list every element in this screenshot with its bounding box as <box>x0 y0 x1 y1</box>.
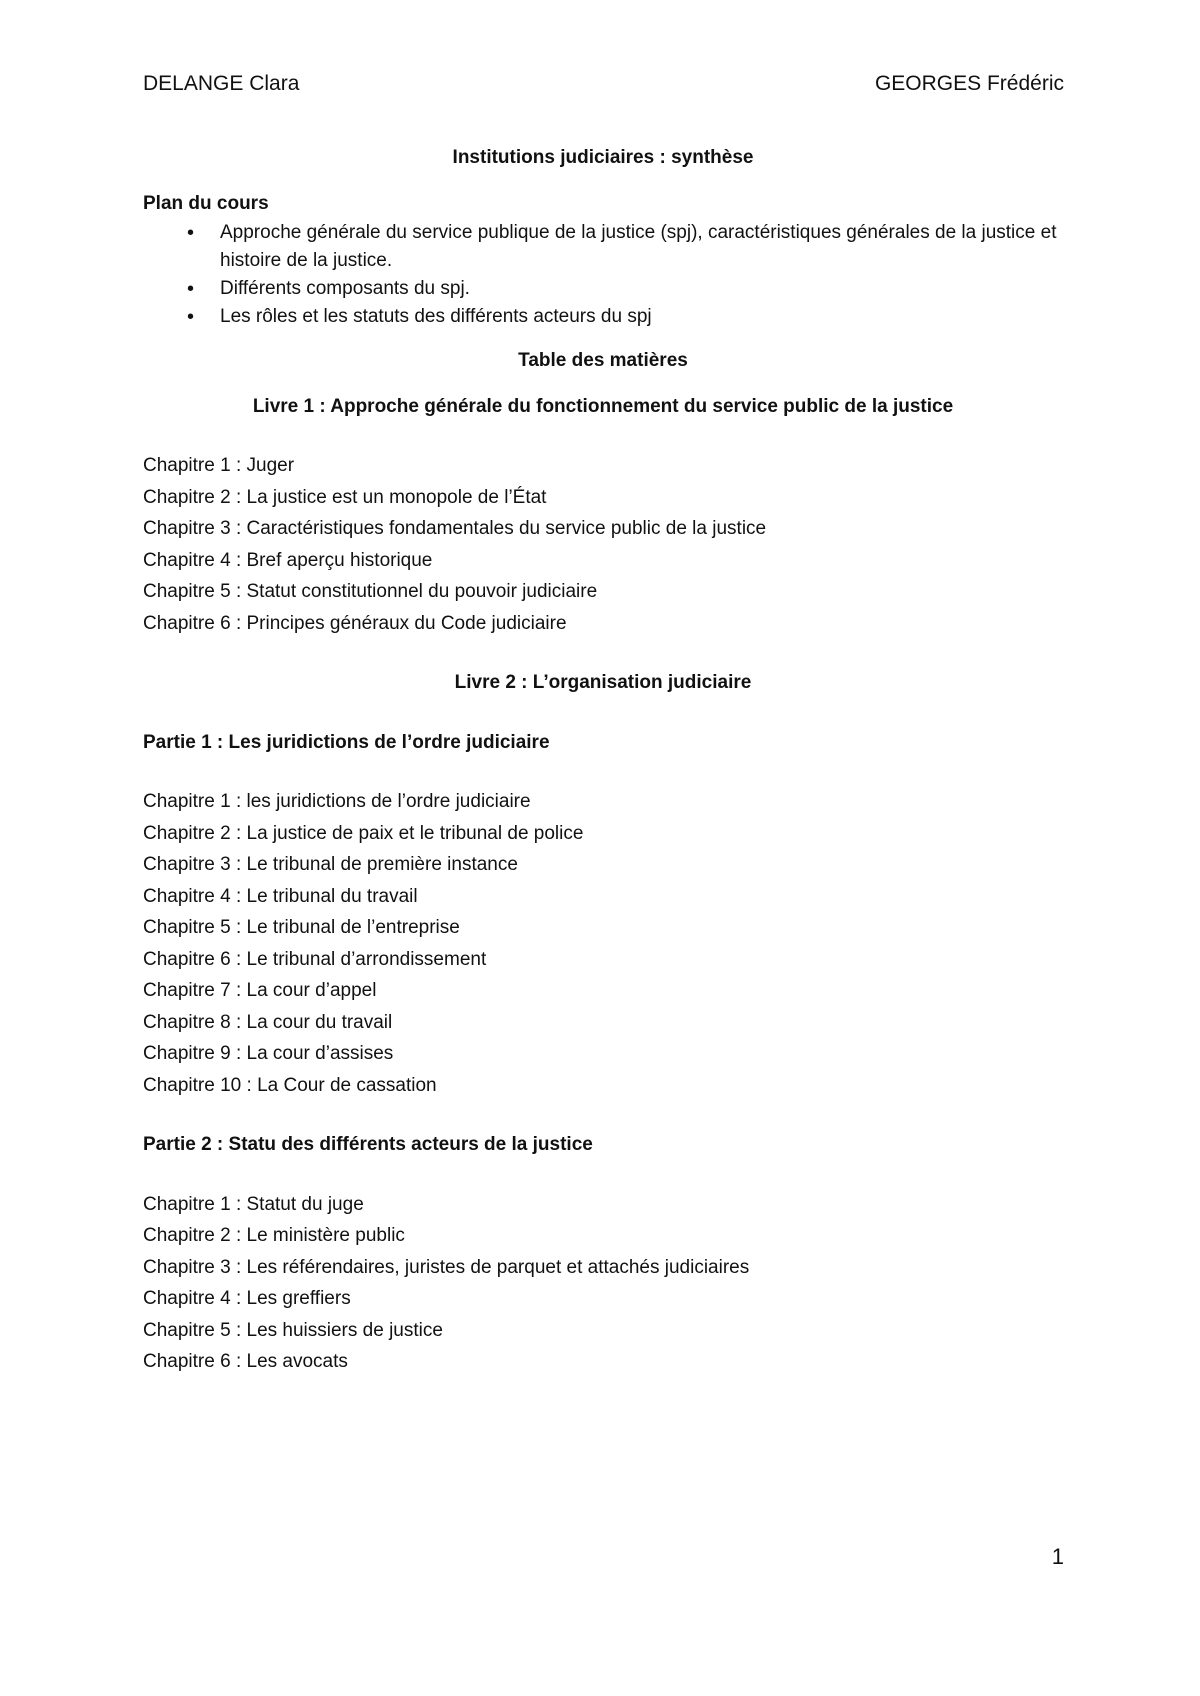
chapter-item: Chapitre 6 : Le tribunal d’arrondissement <box>143 948 487 970</box>
chapter-item: Chapitre 4 : Les greffiers <box>143 1288 351 1309</box>
plan-item: • Approche générale du service publique de la justice (spj), caractéristiques générales de la justice et histoire de la justice. <box>143 219 1063 275</box>
document-title: Institutions judiciaires : synthèse <box>452 147 754 168</box>
page-content <box>143 142 1063 1378</box>
header-author-left: DELANGE Clara <box>143 72 300 95</box>
page-header <box>143 72 1064 96</box>
chapter-item: Chapitre 8 : La cour du travail <box>143 1011 393 1033</box>
page-number: 1 <box>1051 1544 1064 1569</box>
chapter-item: Chapitre 7 : La cour d’appel <box>143 980 377 1001</box>
chapter-item: Chapitre 3 : Les référendaires, juristes de parquet et attachés judiciaires <box>143 1256 750 1278</box>
chapter-item: Chapitre 2 : Le ministère public <box>143 1225 405 1246</box>
chapter-item: Chapitre 4 : Le tribunal du travail <box>143 885 418 907</box>
header-author-right: GEORGES Frédéric <box>874 72 1064 95</box>
livre1-title: Livre 1 : Approche générale du fonctionnement du service public de la justice <box>252 395 954 417</box>
plan-list <box>143 219 1063 331</box>
chapter-item: Chapitre 2 : La justice de paix et le tribunal de police <box>143 822 584 844</box>
chapter-item: Chapitre 6 : Les avocats <box>143 1351 348 1372</box>
chapter-item: Chapitre 3 : Caractéristiques fondamentales du service public de la justice <box>143 518 767 539</box>
chapter-item: Chapitre 5 : Les huissiers de justice <box>143 1319 443 1341</box>
chapter-item: Chapitre 4 : Bref aperçu historique <box>143 549 433 571</box>
chapter-item: Chapitre 9 : La cour d’assises <box>143 1043 394 1064</box>
chapter-item: Chapitre 1 : les juridictions de l’ordre judiciaire <box>143 791 531 812</box>
partie1-title: Partie 1 : Les juridictions de l’ordre judiciaire <box>143 731 550 753</box>
chapter-item: Chapitre 2 : La justice est un monopole de l’État <box>143 486 547 508</box>
chapter-item: Chapitre 6 : Principes généraux du Code judiciaire <box>143 612 567 634</box>
plan-item: • Différents composants du spj. <box>143 275 1063 303</box>
livre2-title: Livre 2 : L’organisation judiciaire <box>454 672 752 693</box>
chapter-item: Chapitre 10 : La Cour de cassation <box>143 1074 437 1096</box>
chapter-item: Chapitre 5 : Statut constitutionnel du pouvoir judiciaire <box>143 581 598 602</box>
chapter-item: Chapitre 3 : Le tribunal de première instance <box>143 854 518 875</box>
partie2-chapter-list <box>143 1189 1063 1378</box>
plan-heading: Plan du cours <box>143 192 269 214</box>
livre1-chapter-list <box>143 450 1063 639</box>
chapter-item: Chapitre 1 : Juger <box>143 455 295 476</box>
chapter-item: Chapitre 5 : Le tribunal de l’entreprise <box>143 917 460 938</box>
chapter-item: Chapitre 1 : Statut du juge <box>143 1193 364 1215</box>
partie2-title: Partie 2 : Statu des différents acteurs de la justice <box>143 1134 593 1155</box>
toc-title: Table des matières <box>518 350 688 371</box>
plan-item: • Les rôles et les statuts des différents acteurs du spj <box>143 303 1063 331</box>
partie1-chapter-list <box>143 786 1063 1101</box>
